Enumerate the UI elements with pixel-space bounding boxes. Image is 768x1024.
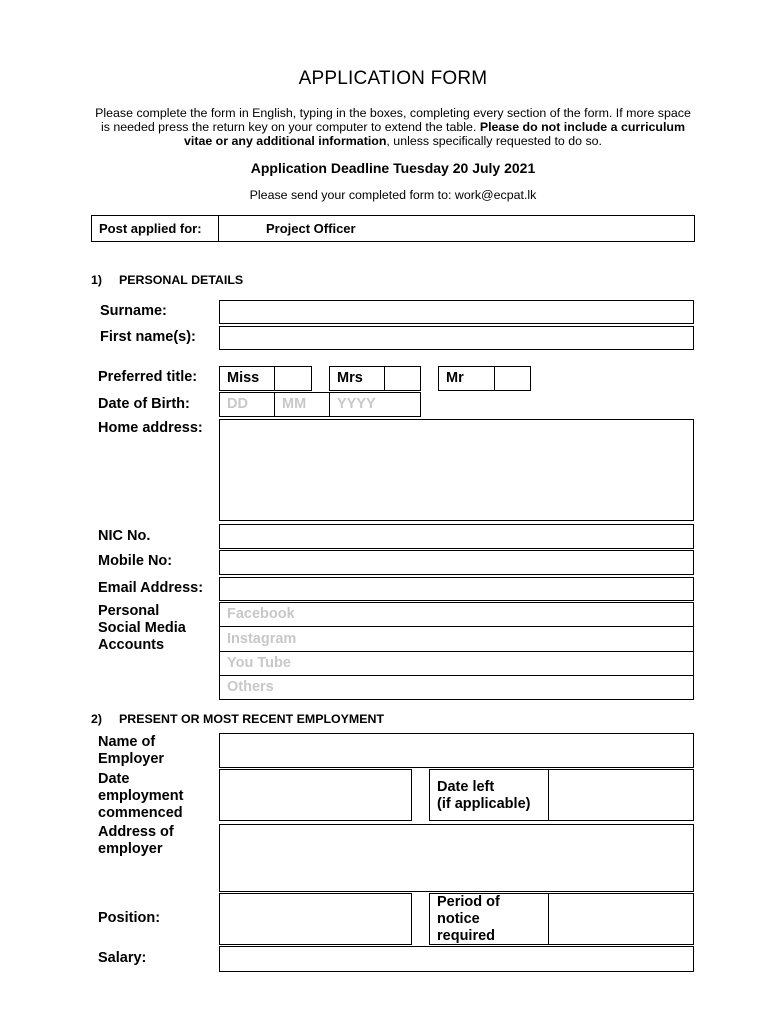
title-mrs-divider [384, 367, 385, 390]
social-media-label-line-1: Personal [98, 603, 160, 619]
dob-input[interactable] [219, 392, 421, 417]
employer-address-label-line-1: Address of [98, 824, 174, 840]
section-2-heading: PRESENT OR MOST RECENT EMPLOYMENT [119, 712, 385, 726]
instagram-input[interactable] [219, 626, 694, 652]
section-1-heading: PERSONAL DETAILS [119, 273, 244, 287]
form-instructions [95, 106, 691, 148]
title-miss-label: Miss [227, 370, 260, 386]
first-names-label: First name(s): [100, 329, 196, 345]
facebook-placeholder: Facebook [227, 606, 295, 622]
notice-period-label-line-1: Period of [437, 894, 500, 910]
social-media-label-line-2: Social Media [98, 620, 186, 636]
surname-label: Surname: [100, 303, 167, 319]
preferred-title-label: Preferred title: [98, 369, 198, 385]
title-miss-divider [274, 367, 275, 390]
title-mr-label: Mr [446, 370, 464, 386]
date-left-label-line-1: Date left [437, 779, 495, 795]
email-label: Email Address: [98, 580, 204, 596]
post-applied-value[interactable]: Project Officer [266, 221, 356, 236]
date-left-input[interactable] [549, 770, 693, 820]
title-option-miss[interactable] [219, 366, 312, 391]
title-mr-divider [494, 367, 495, 390]
section-2-number: 2) [91, 712, 103, 726]
position-label: Position: [98, 910, 161, 926]
home-address-input[interactable] [219, 419, 694, 521]
social-media-label [98, 603, 186, 654]
date-left-label-line-2: (if applicable) [437, 796, 531, 812]
dob-divider-2 [329, 393, 330, 416]
employer-address-input[interactable] [219, 824, 694, 892]
title-option-mr[interactable] [438, 366, 531, 391]
instructions-bold: Please do not include a curriculum vitae or any additional information [184, 120, 685, 148]
mobile-input[interactable] [219, 550, 694, 575]
post-applied-label: Post applied for: [99, 221, 202, 236]
home-address-label: Home address: [98, 420, 203, 436]
form-title: APPLICATION FORM [298, 68, 488, 89]
application-deadline: Application Deadline Tuesday 20 July 2021 [250, 160, 536, 176]
notice-period-row [429, 893, 694, 945]
position-input[interactable] [219, 893, 412, 945]
send-to-text: Please send your completed form to: work@ecpat.lk [249, 188, 537, 202]
surname-input[interactable] [219, 300, 694, 324]
date-commenced-label-line-3: commenced [98, 805, 183, 821]
notice-period-label-line-3: required [437, 928, 496, 944]
employer-address-label [98, 824, 174, 858]
employer-name-label-line-1: Name of [98, 734, 156, 750]
post-applied-row [91, 215, 695, 242]
dob-day-placeholder: DD [227, 396, 248, 412]
employer-name-label-line-2: Employer [98, 751, 165, 767]
notice-period-label [437, 894, 500, 945]
section-1-number: 1) [91, 273, 103, 287]
youtube-input[interactable] [219, 651, 694, 676]
date-left-label [437, 779, 530, 813]
dob-month-placeholder: MM [282, 396, 307, 412]
email-input[interactable] [219, 577, 694, 601]
others-input[interactable] [219, 675, 694, 700]
employer-name-label [98, 734, 164, 768]
title-mrs-label: Mrs [337, 370, 363, 386]
date-left-row [429, 769, 694, 821]
mobile-label: Mobile No: [98, 553, 173, 569]
first-names-input[interactable] [219, 326, 694, 350]
title-option-mrs[interactable] [329, 366, 421, 391]
nic-input[interactable] [219, 524, 694, 549]
salary-input[interactable] [219, 946, 694, 972]
date-commenced-label-line-1: Date [98, 771, 130, 787]
instructions-tail: , unless specifically requested to do so. [386, 134, 602, 148]
nic-label: NIC No. [98, 528, 151, 544]
others-placeholder: Others [227, 679, 274, 695]
employer-name-input[interactable] [219, 733, 694, 768]
post-divider [218, 216, 219, 241]
dob-divider-1 [274, 393, 275, 416]
instructions-text: Please complete the form in English, typing in the boxes, completing every section of the form. If more space is needed press the return key on your computer to extend the table. [95, 106, 691, 134]
date-commenced-label [98, 771, 183, 822]
dob-year-placeholder: YYYY [337, 396, 376, 412]
date-commenced-input[interactable] [219, 769, 412, 821]
salary-label: Salary: [98, 950, 147, 966]
youtube-placeholder: You Tube [227, 655, 291, 671]
date-commenced-label-line-2: employment [98, 788, 184, 804]
facebook-input[interactable] [219, 602, 694, 627]
employer-address-label-line-2: employer [98, 841, 163, 857]
notice-period-label-line-2: notice [437, 911, 480, 927]
instagram-placeholder: Instagram [227, 631, 297, 647]
social-media-label-line-3: Accounts [98, 637, 165, 653]
notice-period-input[interactable] [549, 894, 693, 944]
dob-label: Date of Birth: [98, 396, 190, 412]
